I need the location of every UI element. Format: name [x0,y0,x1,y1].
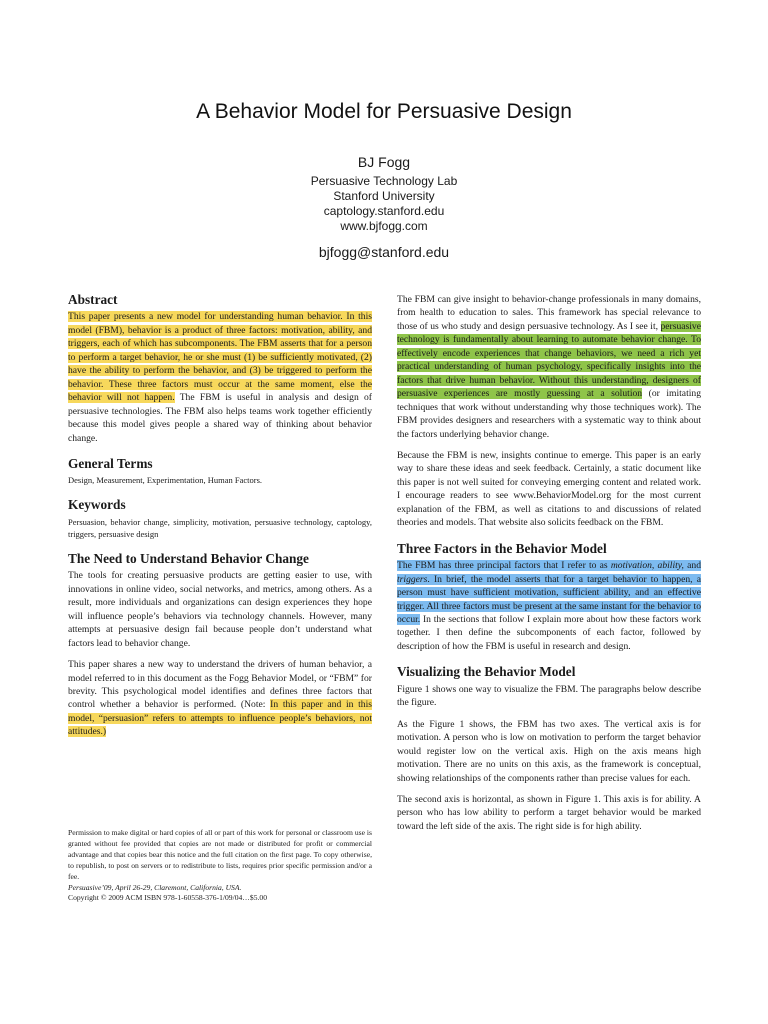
author-affiliation-personal-site: www.bjfogg.com [340,219,428,233]
right-paragraph-2: Because the FBM is new, insights continue to emerge. This paper is an early way to share these ideas and seek feedback. Certainly, a static document like this paper is not well suited for conveying emerging content and related work. I encourage readers to see www.BehaviorModel.org for the most current explanation of the FBM, as well as citations to and discussions of related theories and models. That website also solicits feedback on the FBM. [397,449,701,529]
abstract-highlight: This paper presents a new model for understanding human behavior. In this model (FBM), behavior is a product of three factors: motivation, ability, and triggers, each of which has subcomponents. The FBM asserts that for a person to perform a target behavior, he or she must (1) be sufficiently motivated, (2) have the ability to perform the behavior, and (3) be triggered to perform the behavior. These three factors must occur at the same moment, else the behavior will not happen. [68,311,372,404]
author-affiliation-website: captology.stanford.edu [323,204,445,218]
need-heading: The Need to Understand Behavior Change [68,550,309,566]
three-factors-hl-text-a: The FBM has three principal factors that I refer to as [397,560,611,572]
conference-line: Persuasive’09, April 26-29, Claremont, California, USA. [68,882,242,892]
visualizing-paragraph-1: Figure 1 shows one way to visualize the FBM. The paragraphs below describe the figure. [397,683,701,709]
right-column [397,293,701,841]
three-factors-paragraph [397,559,701,653]
general-terms-heading: General Terms [68,455,153,471]
three-factors-rest: In the sections that follow I explain more about how these factors work together. I then define the subcomponents of each factor, followed by description of how the FBM is useful in research and design. [397,613,701,652]
three-factors-heading: Three Factors in the Behavior Model [397,540,607,556]
author-affiliation-lab: Persuasive Technology Lab [310,174,458,188]
author-block [0,154,768,260]
need-paragraph-2 [68,658,372,739]
left-column [68,293,372,747]
three-factors-hl-italic-2: triggers [397,573,428,585]
need-paragraph-1: The tools for creating persuasive products are getting easier to use, with innovations in online video, social networks, and metrics, among others. As a result, more individuals and organizations can design experiences they hope will influence people’s behaviors via technology channels. However, many attempts at persuasive design fail because people don’t understand what factors lead to behavior change. [68,570,372,649]
paper-title: A Behavior Model for Persuasive Design [196,100,572,123]
right-paragraph-1-highlight: persuasive technology is fundamentally about learning to automate behavior change. To effectively encode experiences that change behaviors, we need a rich yet practical understanding of human psychology, specifically insights into the factors that drive human behavior. Without this understanding, designers of persuasive experiences are mostly guessing at a solution [397,320,701,400]
three-factors-hl-text-b: and [683,560,701,572]
visualizing-heading: Visualizing the Behavior Model [397,664,576,680]
abstract-paragraph [68,310,372,445]
copyright-line: Copyright © 2009 ACM ISBN 978-1-60558-376-1/09/04…$5.00 [68,893,267,903]
permission-text: Permission to make digital or hard copies of all or part of this work for personal or classroom use is granted without fee provided that copies are not made or distributed for profit or commercial advantage and that copies bear this notice and the full citation on the first page. To copy otherwise, to republish, to post on servers or to redistribute to lists, requires prior specific permission and/or a fee. [68,828,372,881]
general-terms-text: Design, Measurement, Experimentation, Human Factors. [68,475,263,486]
author-name: BJ Fogg [357,154,411,170]
right-paragraph-1-end: (or imitating techniques that work without understanding why those techniques work). The FBM provides designers and researchers with a systematic way to think about the factors underlying behavior change. [397,388,701,440]
need-paragraph-2-highlight: In this paper and in this model, “persuasion” refers to attempts to influence people’s behaviors, not attitudes.) [68,699,373,738]
keywords-heading: Keywords [68,497,126,513]
author-email: bjfogg@stanford.edu [318,244,450,260]
visualizing-paragraph-3: The second axis is horizontal, as shown in Figure 1. This axis is for ability. A person who has low ability to perform a target behavior would be marked toward the left side of the axis. The right side is for high ability. [397,793,701,832]
need-paragraph-2-text: This paper shares a new way to understand the drivers of human behavior, a model referred to in this document as the Fogg Behavior Model, or “FBM” for brevity. This psychological model identifies and defines three factors that control whether a behavior is performed. (Note: [68,659,372,711]
visualizing-paragraph-2: As the Figure 1 shows, the FBM has two axes. The vertical axis is for motivation. A person who is low on motivation to perform the target behavior would register low on the vertical axis. High on the axis means high motivation. There are no units on this axis, as the framework is conceptual, showing relationships of the components rather than precise values for each. [397,718,701,784]
three-factors-hl-text-c: . In brief, the model asserts that for a target behavior to happen, a person must have sufficient motivation, sufficient ability, and an effective trigger. All three factors must be present at the same instant for the behavior to occur. [397,573,701,625]
keywords-text: Persuasion, behavior change, simplicity, motivation, persuasive technology, captology, triggers, persuasive design [68,516,372,539]
permission-notice [68,828,372,904]
abstract-rest: The FBM is useful in analysis and design of persuasive technologies. The FBM also helps teams work together efficiently because this model gives people a shared way of thinking about behavior change. [68,392,372,444]
three-factors-hl-italic-1: motivation, ability, [610,560,684,572]
author-affiliation-university: Stanford University [333,189,435,203]
right-paragraph-1-start: The FBM can give insight to behavior-change professionals in many domains, from health to education to sales. This framework has special relevance to those of us who study and design persuasive technology. As I see it, [397,294,701,332]
abstract-heading: Abstract [68,292,118,307]
right-paragraph-1 [397,293,701,441]
